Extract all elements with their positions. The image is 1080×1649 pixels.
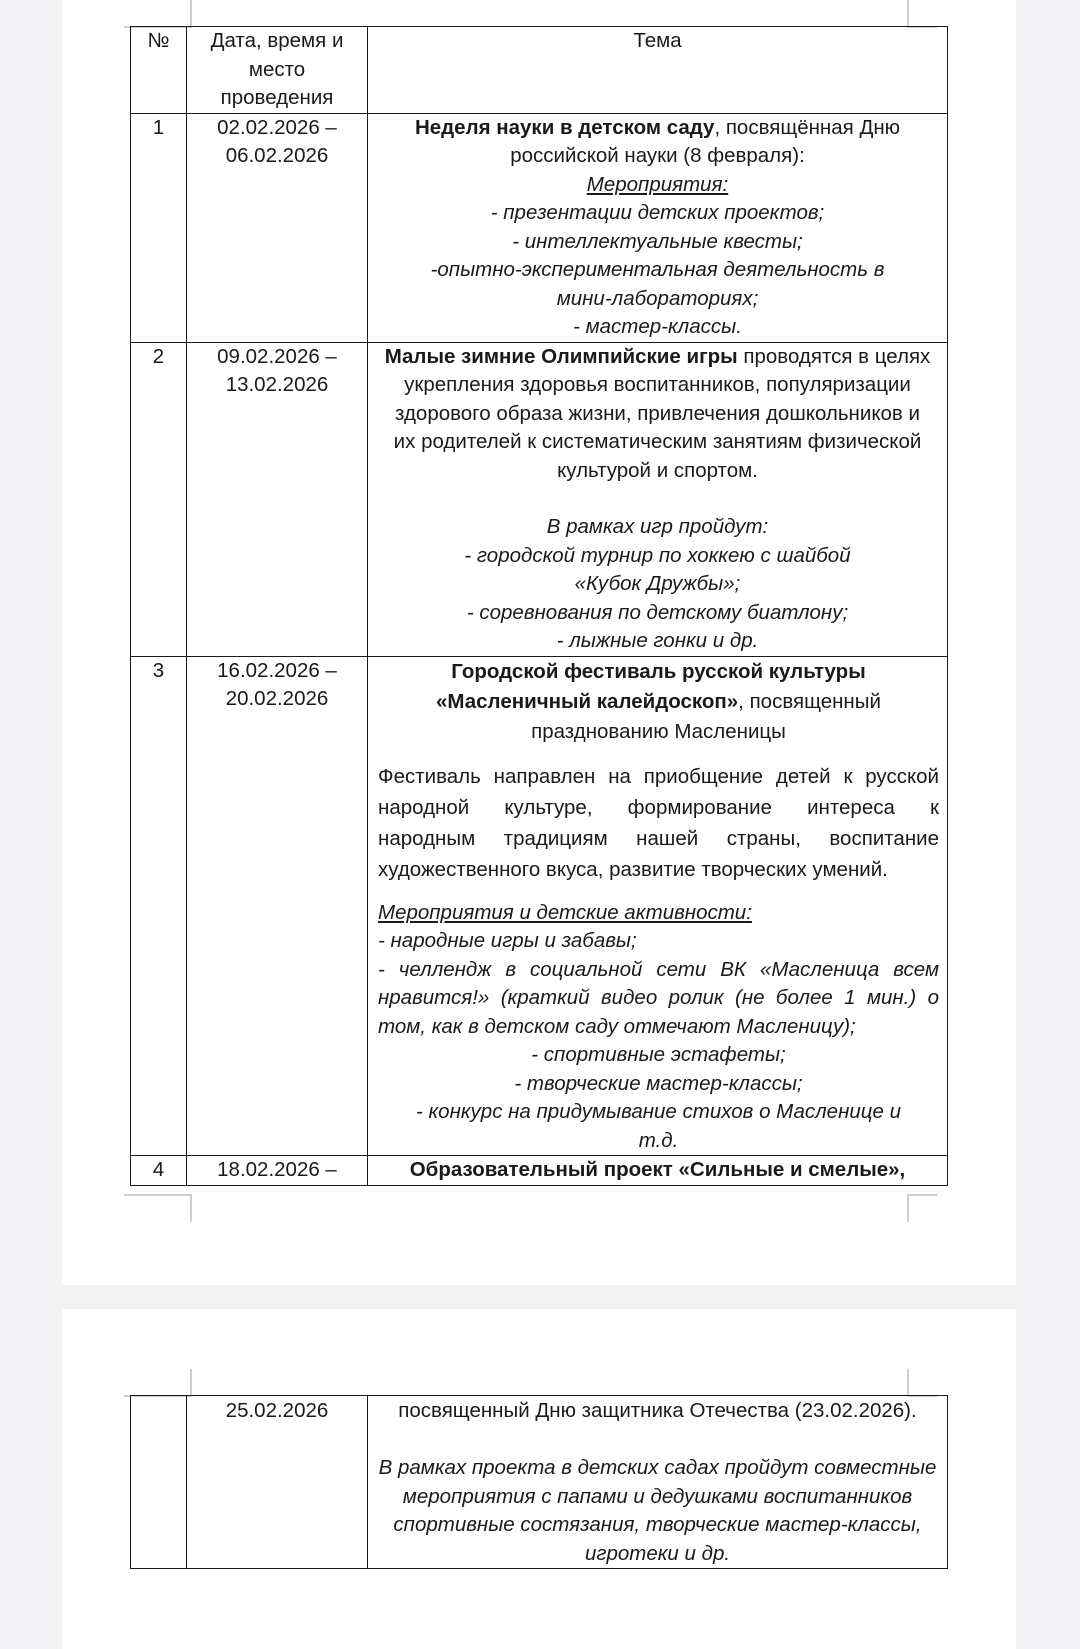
- row-number: 1: [152, 115, 165, 139]
- table-row: [131, 1156, 948, 1186]
- event-item: - спортивные эстафеты;: [531, 1043, 786, 1066]
- header-date-line: проведения: [220, 86, 334, 109]
- row-date: 02.02.2026 –: [217, 115, 337, 139]
- crop-mark-bottom-left: [124, 1194, 192, 1222]
- events-table: [130, 26, 948, 1186]
- row-title-rest: , посвященный: [738, 689, 881, 713]
- events-label: В рамках игр пройдут:: [546, 515, 769, 538]
- event-item: - челлендж в социальной сети ВК «Масленица всем: [378, 957, 939, 981]
- event-item: том, как в детском саду отмечают Масленицу);: [378, 1014, 856, 1038]
- document-page-2: [62, 1309, 1016, 1649]
- row-date: 20.02.2026: [225, 687, 329, 710]
- event-item: нравится!» (краткий видео ролик (не более 1 мин.) о: [378, 986, 939, 1009]
- row-desc-line: художественного вкуса, развитие творческих умений.: [378, 857, 888, 881]
- crop-mark-top-right: [907, 1369, 937, 1397]
- event-item: - народные игры и забавы;: [378, 929, 637, 952]
- row-desc-line: Фестиваль направлен на приобщение детей к русской: [378, 764, 939, 788]
- events-label: Мероприятия:: [586, 172, 729, 196]
- row-date: 18.02.2026 –: [217, 1158, 337, 1181]
- event-item: - интеллектуальные квесты;: [512, 229, 803, 253]
- row-title: Неделя науки в детском саду: [414, 115, 715, 139]
- row-date: 06.02.2026: [225, 144, 329, 167]
- row-desc-line: культурой и спортом.: [557, 458, 758, 482]
- table-row: [131, 342, 948, 656]
- row-title-line: посвященный Дню защитника Отечества (23.02.2026).: [398, 1399, 917, 1422]
- row-desc-line: их родителей к систематическим занятиям физической: [393, 430, 922, 453]
- row-desc-line: народной культуре, формирование интереса к: [378, 795, 939, 819]
- crop-mark-top-right: [907, 0, 937, 28]
- document-page-1: [62, 0, 1016, 1285]
- event-item: - мастер-классы.: [573, 315, 742, 338]
- header-date-line: место: [248, 57, 306, 81]
- event-item: «Кубок Дружбы»;: [574, 572, 741, 595]
- row-title: Городской фестиваль русской культуры: [451, 659, 866, 683]
- event-item: - презентации детских проектов;: [490, 201, 825, 224]
- row-date: 13.02.2026: [225, 373, 329, 396]
- event-item: В рамках проекта в детских садах пройдут совместные: [378, 1456, 937, 1479]
- row-title-rest: проводятся в целях: [737, 344, 931, 368]
- row-title: Образовательный проект «Сильные и смелые»,: [409, 1158, 906, 1181]
- row-title: «Масленичный калейдоскоп»: [436, 689, 739, 713]
- event-item: спортивные состязания, творческие мастер-классы,: [393, 1513, 922, 1536]
- event-item: -опытно-экспериментальная деятельность в: [430, 258, 885, 281]
- events-table-continued: [130, 1395, 948, 1569]
- crop-mark-bottom-right: [907, 1194, 937, 1222]
- crop-mark-top-left: [124, 0, 192, 28]
- table-header-row: [131, 27, 948, 114]
- row-desc-line: укрепления здоровья воспитанников, популяризации: [404, 373, 911, 396]
- event-item: т.д.: [638, 1128, 679, 1152]
- event-item: мероприятия с папами и дедушками воспитанников: [402, 1484, 913, 1508]
- event-item: - конкурс на придумывание стихов о Масленице и: [415, 1100, 901, 1123]
- table-row: [131, 656, 948, 1156]
- event-item: игротеки и др.: [584, 1541, 731, 1565]
- row-date: 16.02.2026 –: [217, 658, 337, 682]
- row-title: Малые зимние Олимпийские игры: [384, 344, 738, 368]
- row-number: 2: [152, 344, 165, 368]
- event-item: - городской турнир по хоккею с шайбой: [464, 543, 851, 567]
- header-topic: Тема: [633, 29, 682, 52]
- row-number: 3: [152, 658, 165, 682]
- crop-mark-top-left: [124, 1369, 192, 1397]
- row-title-line: российской науки (8 февраля):: [510, 144, 805, 167]
- row-title-line: празднованию Масленицы: [531, 719, 786, 743]
- row-date: 09.02.2026 –: [217, 344, 337, 368]
- event-item: - соревнования по детскому биатлону;: [466, 600, 849, 624]
- header-date-line: Дата, время и: [210, 29, 344, 52]
- row-desc-line: здорового образа жизни, привлечения дошкольников и: [395, 401, 920, 425]
- row-number: 4: [152, 1158, 165, 1181]
- event-item: мини-лабораториях;: [556, 286, 759, 310]
- row-date: 25.02.2026: [225, 1399, 329, 1422]
- events-label: Мероприятия и детские активности:: [378, 900, 752, 924]
- event-item: - творческие мастер-классы;: [514, 1071, 803, 1095]
- table-row: [131, 113, 948, 342]
- header-number: №: [147, 29, 170, 52]
- event-item: - лыжные гонки и др.: [556, 629, 759, 652]
- row-title-rest: , посвящённая Дню: [714, 115, 901, 139]
- row-desc-line: народным традициям нашей страны, воспитание: [378, 826, 939, 850]
- table-row: [131, 1396, 948, 1569]
